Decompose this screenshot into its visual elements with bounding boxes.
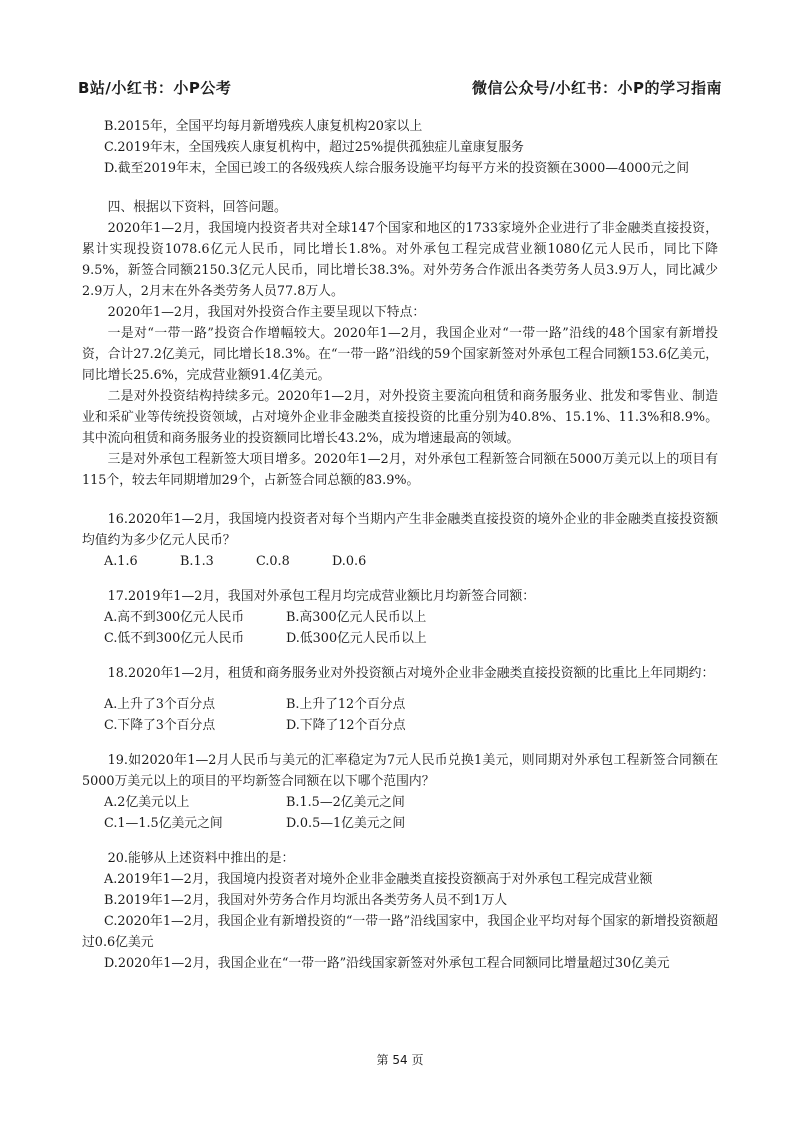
header-right: 微信公众号/小红书：小P的学习指南 (472, 79, 722, 97)
material-paragraph: 一是对“一带一路”投资合作增幅较大。2020年1—2月，我国企业对“一带一路”沿线的48个国家有新增投资，合计27.2亿美元，同比增长18.3%。在“一带一路”沿线的59个国家新签对外承包工程合同额153.6亿美元，同比增长25.6%，完成营业额91.4亿美元。 (82, 326, 718, 383)
material-paragraph: 二是对外投资结构持续多元。2020年1—2月，对外投资主要流向租赁和商务服务业、批发和零售业、制造业和采矿业等传统投资领域，占对境外企业非金融类直接投资的比重分别为40.8%、15.1%、11.3%和8.9%。其中流向租赁和商务服务业的投资额同比增长43.2%，成为增速最高的领域。 (82, 389, 718, 446)
question-16 (82, 509, 718, 572)
question-options (82, 551, 718, 572)
option-a[interactable]: A.高不到300亿元人民币 (104, 610, 245, 625)
question-19 (82, 750, 718, 834)
question-17 (82, 586, 718, 649)
question-stem: 20.能够从上述资料中推出的是： (107, 851, 295, 866)
option-c[interactable]: C.下降了3个百分点 (104, 718, 216, 733)
material-paragraph: 2020年1—2月，我国对外投资合作主要呈现以下特点： (107, 305, 426, 320)
question-20 (82, 848, 718, 974)
option-c[interactable]: C.0.8 (256, 554, 290, 569)
option-c[interactable]: C.低不到300亿元人民币 (104, 631, 245, 646)
option-a[interactable]: A.2亿美元以上 (104, 795, 190, 810)
option-d[interactable]: D.低300亿元人民币以上 (286, 631, 427, 646)
question-options (82, 694, 718, 736)
prev-option-d: D.截至2019年末，全国已竣工的各级残疾人综合服务设施平均每平方米的投资额在3000—4000元之间 (104, 161, 690, 176)
question-stem: 18.2020年1—2月，租赁和商务服务业对外投资额占对境外企业非金融类直接投资额的比重比上年同期约： (107, 666, 715, 681)
question-options (82, 792, 718, 834)
question-options (82, 607, 718, 649)
option-b[interactable]: B.1.3 (180, 554, 214, 569)
question-stem: 17.2019年1—2月，我国对外承包工程月均完成营业额比月均新签合同额： (107, 589, 536, 604)
material-paragraph: 三是对外承包工程新签大项目增多。2020年1—2月，对外承包工程新签合同额在5000万美元以上的项目有115个，较去年同期增加29个，占新签合同总额的83.9%。 (82, 452, 718, 488)
prev-option-b: B.2015年，全国平均每月新增残疾人康复机构20家以上 (104, 119, 423, 134)
option-b[interactable]: B.1.5—2亿美元之间 (286, 795, 405, 810)
option-d[interactable]: D.0.6 (332, 554, 367, 569)
question-stem: 19.如2020年1—2月人民币与美元的汇率稳定为7元人民币兑换1美元，则同期对外承包工程新签合同额在5000万美元以上的项目的平均新签合同额在以下哪个范围内？ (82, 753, 718, 789)
option-a[interactable]: A.1.6 (104, 554, 138, 569)
option-b[interactable]: B.2019年1—2月，我国对外劳务合作月均派出各类劳务人员不到1万人 (104, 893, 508, 908)
option-d[interactable]: D.2020年1—2月，我国企业在“一带一路”沿线国家新签对外承包工程合同额同比增量超过30亿美元 (104, 956, 670, 971)
option-b[interactable]: B.高300亿元人民币以上 (286, 610, 427, 625)
option-d[interactable]: D.下降了12个百分点 (286, 718, 406, 733)
section-heading: 四、根据以下资料，回答问题。 (107, 200, 287, 215)
option-a[interactable]: A.上升了3个百分点 (104, 697, 216, 712)
page-content (82, 116, 718, 974)
option-c[interactable]: C.1—1.5亿美元之间 (104, 816, 223, 831)
page-header (78, 78, 722, 99)
header-left: B站/小红书：小P公考 (78, 79, 232, 97)
option-d[interactable]: D.0.5—1亿美元之间 (286, 816, 406, 831)
option-a[interactable]: A.2019年1—2月，我国境内投资者对境外企业非金融类直接投资额高于对外承包工程完成营业额 (104, 872, 653, 887)
material-paragraph: 2020年1—2月，我国境内投资者共对全球147个国家和地区的1733家境外企业进行了非金融类直接投资，累计实现投资1078.6亿元人民币，同比增长1.8%。对外承包工程完成营业额1080亿元人民币，同比下降9.5%，新签合同额2150.3亿元人民币，同比增长38.3%。对外劳务合作派出各类劳务人员3.9万人，同比减少2.9万人，2月末在外各类劳务人员77.8万人。 (82, 221, 718, 299)
question-stem: 16.2020年1—2月，我国境内投资者对每个当期内产生非金融类直接投资的境外企业的非金融类直接投资额均值约为多少亿元人民币？ (82, 512, 718, 548)
option-b[interactable]: B.上升了12个百分点 (286, 697, 406, 712)
page-number: 第 54 页 (376, 1053, 424, 1067)
question-18 (82, 663, 718, 736)
prev-option-c: C.2019年末，全国残疾人康复机构中，超过25%提供孤独症儿童康复服务 (104, 140, 524, 155)
option-c[interactable]: C.2020年1—2月，我国企业有新增投资的“一带一路”沿线国家中，我国企业平均对每个国家的新增投资额超过0.6亿美元 (82, 914, 718, 950)
